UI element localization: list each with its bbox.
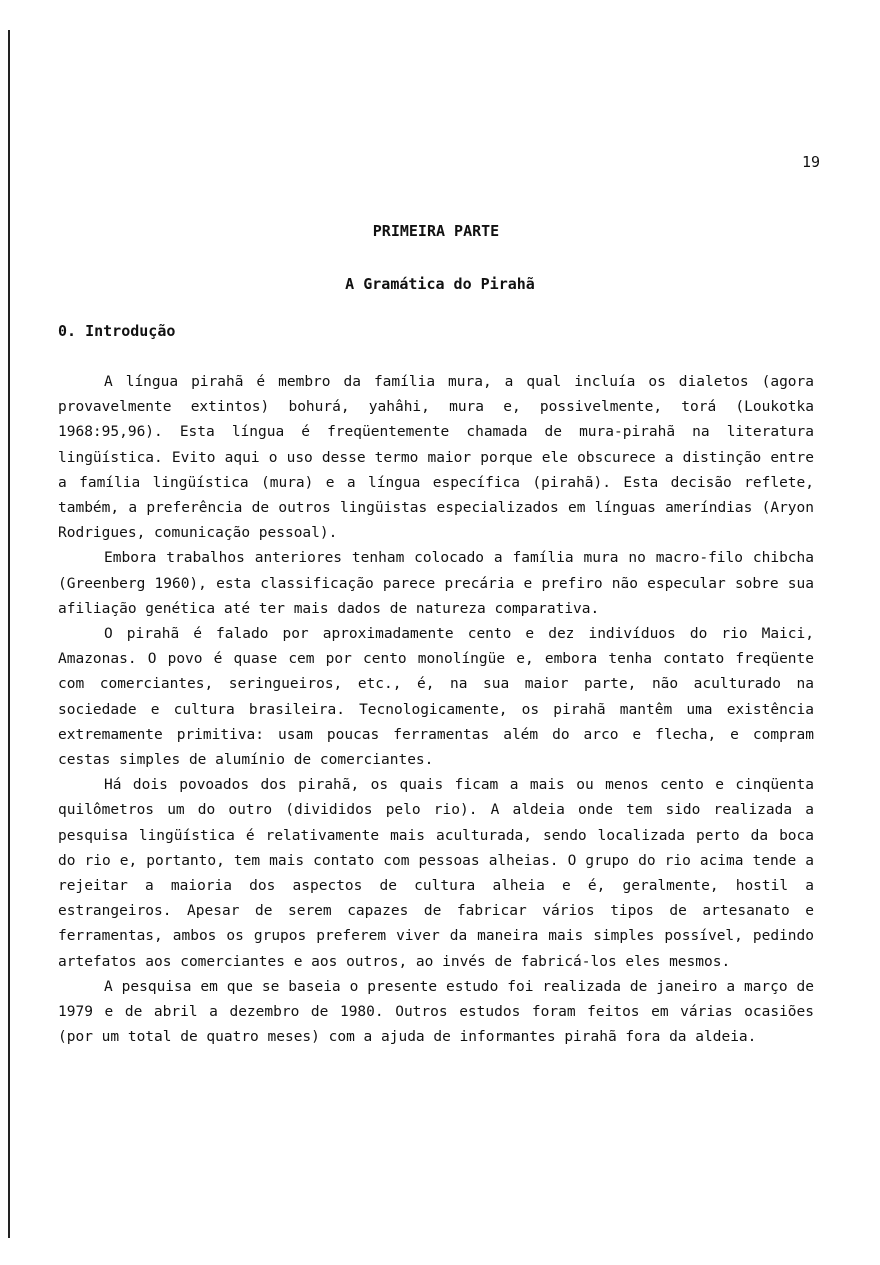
paragraph-4: Há dois povoados dos pirahã, os quais ficam a mais ou menos cento e cinqüenta quilômetros um do outro (divididos pelo rio). A aldeia onde tem sido realizada a pesquisa lingüística é relativamente mais aculturada, sendo localizada perto da boca do rio e, portanto, tem mais contato com pessoas alheias. O grupo do rio acima tende a rejeitar a maioria dos aspectos de cultura alheia e é, geralmente, hostil a estrangeiros. Apesar de serem capazes de fabricar vários tipos de artesanato e ferramentas, ambos os grupos preferem viver da maneira mais simples possível, pedindo artefatos aos comerciantes e aos outros, ao invés de fabricá-los eles mesmos. bbox=[58, 777, 814, 970]
introduction-heading: 0. Introdução bbox=[58, 322, 176, 340]
section-title: A Gramática do Pirahã bbox=[345, 275, 535, 293]
paragraph-3: O pirahã é falado por aproximadamente cento e dez indivíduos do rio Maici, Amazonas. O povo é quase cem por cento monolíngüe e, embora tenha contato freqüente com comerciantes, seringueiros, etc., é, na sua maior parte, não aculturado na sociedade e cultura brasileira. Tecnologicamente, os pirahã mantêm uma existência extremamente primitiva: usam poucas ferramentas além do arco e flecha, e compram cestas simples de alumínio de comerciantes. bbox=[58, 626, 814, 769]
part-title bbox=[0, 222, 880, 240]
paragraph-5: A pesquisa em que se baseia o presente estudo foi realizada de janeiro a março de 1979 e de abril a dezembro de 1980. Outros estudos foram feitos em várias ocasiões (por um total de quatro meses) com a ajuda de informantes pirahã fora da aldeia. bbox=[58, 978, 814, 1046]
paragraph-2: Embora trabalhos anteriores tenham colocado a família mura no macro-filo chibcha (Greenberg 1960), esta classificação parece precária e prefiro não especular sobre sua afiliação genética até ter mais dados de natureza comparativa. bbox=[58, 550, 814, 617]
part-title-text: PRIMEIRA PARTE bbox=[372, 222, 500, 240]
body-text bbox=[58, 370, 814, 1050]
paragraph-1: A língua pirahã é membro da família mura, a qual incluía os dialetos (agora provavelmente extintos) bohurá, yahâhi, mura e, possivelmente, torá (Loukotka 1968:95,96). Esta língua é freqüentemente chamada de mura-pirahã na literatura lingüística. Evito aqui o uso desse termo maior porque ele obscurece a distinção entre a família lingüística (mura) e a língua específica (pirahã). Esta decisão reflete, também, a preferência de outros lingüistas especializados em línguas ameríndias (Aryon Rodrigues, comunicação pessoal). bbox=[58, 374, 814, 542]
page-number: 19 bbox=[801, 153, 820, 171]
page-margin-rule bbox=[8, 30, 10, 1238]
